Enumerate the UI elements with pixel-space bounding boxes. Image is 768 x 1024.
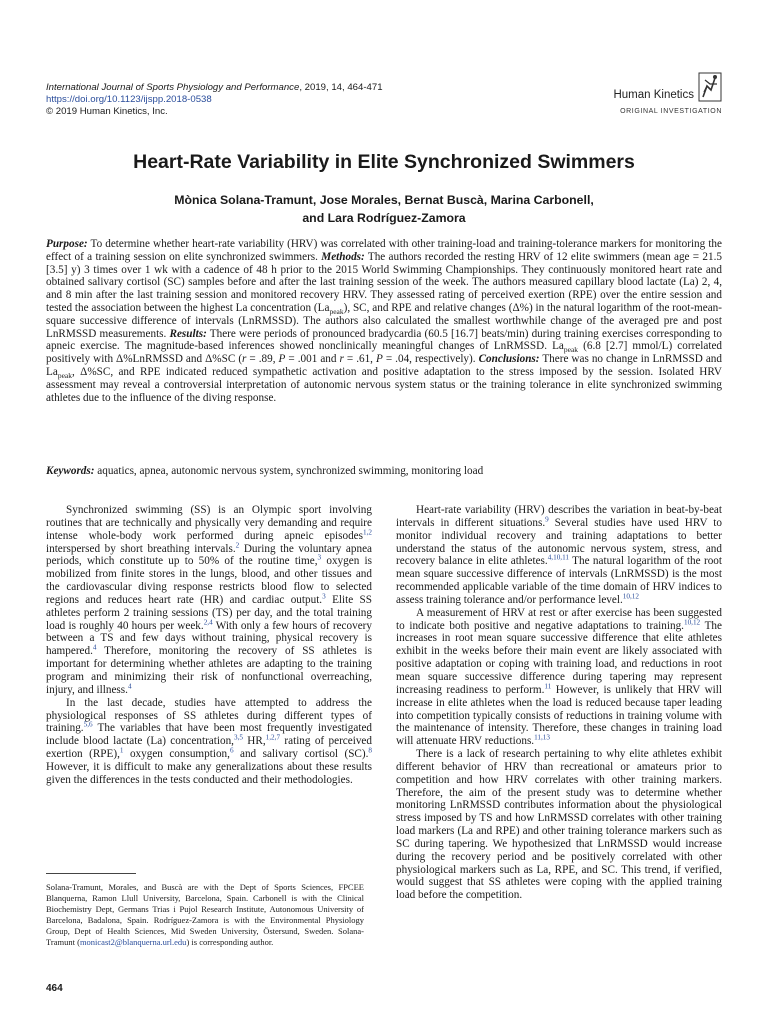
body-column-left bbox=[46, 504, 372, 787]
body-paragraph bbox=[396, 504, 722, 607]
stat-r: r bbox=[339, 353, 344, 366]
text-run: Elite SS athletes perform 2 training sessions (TS) per day, and the total training load is roughly 40 hours per week. bbox=[46, 593, 372, 632]
text-run: However, is unlikely that HRV will increase in elite athletes when the load is reduced because taper leading into competition typically consists of reductions in training volume with the maintenance of intensity. Therefore, these changes in training load will attenuate HRV reductions. bbox=[396, 683, 722, 748]
text-run: Heart-rate variability (HRV) describes the variation in beat-by-beat intervals in different situations. bbox=[396, 504, 722, 529]
citation-link[interactable]: 1,2 bbox=[363, 527, 372, 536]
stat-r: r bbox=[242, 353, 247, 366]
citation-link[interactable]: 1,2,7 bbox=[265, 733, 281, 742]
subscript-peak: peak bbox=[563, 345, 579, 355]
purpose-text: To determine whether heart-rate variability (HRV) was correlated with other training-load and training-tolerance markers for monitoring the effect of a training session on elite synchronized swimmers. bbox=[46, 238, 722, 263]
text-run: The variables that have been most frequently investigated include blood lactate (La) concentration, bbox=[46, 722, 372, 748]
keywords-text: aquatics, apnea, autonomic nervous system, synchronized swimming, monitoring load bbox=[94, 465, 484, 477]
affiliation-footnote bbox=[46, 882, 364, 948]
subscript-peak: peak bbox=[57, 371, 72, 381]
author-line-1: Mònica Solana-Tramunt, Jose Morales, Bernat Buscà, Marina Carbonell, bbox=[174, 193, 594, 207]
abstract-paragraph bbox=[46, 238, 722, 404]
stat-p: P bbox=[278, 353, 286, 366]
article-title: Heart-Rate Variability in Elite Synchronized Swimmers bbox=[133, 151, 635, 173]
citation-link[interactable]: 1 bbox=[119, 746, 124, 755]
keywords bbox=[46, 465, 722, 478]
text-run: In the last decade, studies have attempted to address the physiological responses of SS athletes during different types of training. bbox=[46, 696, 372, 735]
author-list bbox=[0, 191, 768, 227]
conclusions-label: Conclusions: bbox=[478, 353, 540, 366]
citation-link[interactable]: 2,4 bbox=[203, 617, 213, 626]
methods-text: The authors recorded the resting HRV of 12 elite swimmers (mean age = 21.5 [3.5] y) 3 times over 1 wk with a cadence of 48 h prior to the 2015 World Swimming Championships. They continuously monitored heart rate and obtained salivary cortisol (SC) samples before and after the last training session of the week. The authors measured capillary blood lactate (La) 2, 4, and 8 min after the last training session and monitored recovery HRV. They assessed rating of perceived exertion (RPE) over the entire session and tested the association between the highest La concentration (La bbox=[46, 250, 722, 314]
results-text-4: = .001 and bbox=[285, 353, 340, 366]
article-type: ORIGINAL INVESTIGATION bbox=[620, 108, 722, 115]
footnote-text: Solana-Tramunt, Morales, and Buscà are with the Dept of Sports Sciences, FPCEE Blanquerna, Ramon Llull University, Barcelona, Spain. Carbonell is with the Clinical Biochemistry Dept, Germans Trias i Pujol Research Institute, Autonomous University of Barcelona, Badalona, Spain. Rodríguez-Zamora is with the Environmental Physiology Group, Dept of Health Sciences, Mid Sweden University, Östersund, Sweden. Solana-Tramunt ( bbox=[46, 882, 364, 947]
text-run: Therefore, monitoring the recovery of SS athletes is important for determining whether athletes are adapting to the training program and minimizing their risk of nonfunctional overreaching, injury, and illness. bbox=[46, 645, 372, 696]
citation-link[interactable]: 5,6 bbox=[83, 720, 93, 729]
text-run: and salivary cortisol (SC). bbox=[233, 748, 369, 761]
abstract bbox=[46, 238, 722, 404]
text-run: oxygen consumption, bbox=[123, 748, 230, 761]
results-text-3: = .89, bbox=[246, 353, 279, 366]
text-run: However, it is difficult to make any generalizations about these results given the differences in the tests conducted and their methodologies. bbox=[46, 760, 372, 786]
citation-link[interactable]: 6 bbox=[229, 746, 234, 755]
citation-link[interactable]: 11,13 bbox=[534, 733, 550, 742]
text-run: The increases in root mean square successive difference that elite athletes exhibit in the weeks before their main event are likely associated with positive adaptation or coping with training load, and reductions in root mean square successive difference during tapering may represent increasing readiness to perform. bbox=[396, 619, 722, 696]
purpose-label: Purpose: bbox=[46, 238, 88, 250]
text-run: Synchronized swimming (SS) is an Olympic sport involving routines that are technically and physically very demanding and require intense whole-body work performed during apneic episodes bbox=[46, 504, 372, 542]
citation-link[interactable]: 4 bbox=[92, 643, 97, 652]
journal-name: International Journal of Sports Physiology and Performance bbox=[46, 82, 300, 93]
text-run: interspersed by short breathing intervals. bbox=[46, 542, 236, 555]
citation-link[interactable]: 10,12 bbox=[622, 592, 639, 601]
text-run: oxygen is mobilized from finite stores in the lungs, blood, and other tissues and the cardiovascular diving response restricts blood flow to selected regions and reduces heart rate (HR) and cardiac output. bbox=[46, 555, 372, 606]
human-kinetics-logo-icon bbox=[698, 72, 722, 102]
citation-link[interactable]: 3 bbox=[317, 553, 322, 562]
methods-text-2: ), SC, and RPE and relative changes (Δ%) in the natural logarithm of the root-mean-square successive difference of intervals (LnRMSSD). The authors also calculated the smallest worthwhile change of the averaged pre and post LnRMSSD measurements. bbox=[46, 301, 722, 340]
footnote-text: ) is corresponding author. bbox=[186, 937, 274, 947]
results-label: Results: bbox=[169, 327, 207, 340]
citation-link[interactable]: 4 bbox=[127, 682, 132, 691]
results-text-5: = .61, bbox=[343, 353, 376, 366]
methods-label: Methods: bbox=[321, 250, 365, 263]
results-text-6: = .04, respectively). bbox=[382, 353, 479, 366]
copyright: © 2019 Human Kinetics, Inc. bbox=[46, 106, 168, 117]
citation-link[interactable]: 4,10,11 bbox=[547, 553, 569, 562]
text-run: During the voluntary apnea periods, which constitute up to 50% of the routine time, bbox=[46, 542, 373, 568]
journal-citation bbox=[46, 82, 383, 94]
publisher-block bbox=[562, 72, 722, 118]
citation-link[interactable]: 9 bbox=[545, 515, 549, 524]
body-paragraph bbox=[396, 607, 722, 748]
text-run: rating of perceived exertion (RPE), bbox=[46, 735, 372, 761]
citation-link[interactable]: 11 bbox=[544, 682, 552, 691]
citation-link[interactable]: 8 bbox=[368, 746, 373, 755]
email-link[interactable]: monicast2@blanquerna.url.edu bbox=[79, 937, 187, 947]
body-column-right bbox=[396, 504, 722, 902]
footnote-divider bbox=[46, 873, 136, 874]
text-run: Several studies have used HRV to monitor individual recovery and training adaptations to better understand the status of the autonomic nervous system, stress, and recovery balance in elite athletes. bbox=[396, 516, 722, 568]
subscript-peak: peak bbox=[329, 307, 344, 317]
conclusions-text-2: , Δ%SC, and RPE indicated reduced sympathetic activation and positive adaptation to the stress imposed by the session. Isolated HRV assessment may reveal a controversial interpretation of autonomic nervous system status or the training tolerance in elite synchronized swimming athletes due to the influence of the diving response. bbox=[46, 365, 722, 404]
page-number: 464 bbox=[46, 983, 63, 994]
text-run: A measurement of HRV at rest or after exercise has been suggested to indicate both positive and negative adaptations to training. bbox=[396, 606, 722, 632]
citation-link[interactable]: 10,12 bbox=[683, 617, 701, 626]
text-run: The natural logarithm of the root mean square successive difference of intervals (LnRMSSD) is the most recommended applicable variable of the time domain of HRV indices to assess training tolerance and/or performance level. bbox=[396, 555, 722, 606]
keywords-label: Keywords: bbox=[46, 465, 95, 477]
author-line-2: and Lara Rodríguez-Zamora bbox=[302, 211, 466, 225]
conclusions-text: There was no change in LnRMSSD and La bbox=[46, 353, 722, 378]
publisher-name: Human Kinetics bbox=[613, 89, 694, 101]
doi-link[interactable]: https://doi.org/10.1123/ijspp.2018-0538 bbox=[46, 94, 212, 105]
body-paragraph bbox=[46, 697, 372, 787]
results-text-2: (6.8 [2.7] mmol/L) correlated positively with Δ%LnRMSSD and Δ%SC ( bbox=[46, 340, 722, 366]
journal-header bbox=[46, 82, 383, 118]
citation-details: , 2019, 14, 464-471 bbox=[299, 82, 383, 93]
stat-p: P bbox=[376, 353, 383, 366]
results-text: There were periods of pronounced bradycardia (60.5 [16.7] beats/min) during training exercises corresponding to apneic exercise. The magnitude-based inferences showed nonclinically meaningful changes of LnRMSSD. La bbox=[46, 327, 722, 353]
text-run: With only a few hours of recovery between a TS and few days without training, physical recovery is hampered. bbox=[46, 619, 372, 658]
citation-link[interactable]: 3 bbox=[322, 592, 326, 601]
citation-link[interactable]: 3,5 bbox=[233, 733, 243, 742]
body-paragraph bbox=[46, 504, 372, 697]
text-run: HR, bbox=[242, 735, 266, 748]
citation-link[interactable]: 2 bbox=[235, 540, 240, 549]
body-paragraph: There is a lack of research pertaining to why elite athletes exhibit different behavior of HRV than recreational or amateurs prior to competition and how HRV correlates with other training markers. Therefore, the aim of the present study was to determine whether monitoring LnRMSSD contributes information about the physiological stress imposed by TS and how LnRMSSD correlates with other training load markers (La and RPE) and other training tolerance markers such as SC during tapering. We hypothesized that LnRMSSD would increase during the recovery period and be positively correlated with other physiological markers such as La, RPE, and SC. This trend, if verified, would suggest that SS athletes were coping with the applied training load before the competition. bbox=[396, 748, 722, 902]
